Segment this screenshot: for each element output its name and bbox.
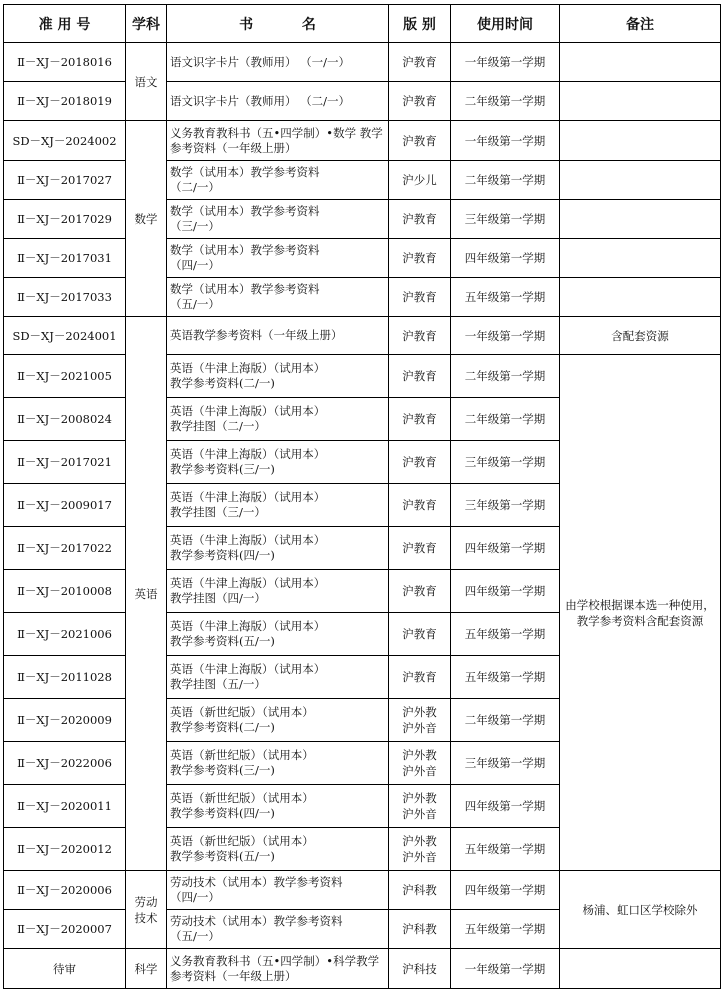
- term-cell: 一年级第一学期: [451, 43, 560, 82]
- note-cell: [560, 200, 721, 239]
- subject-cell: 数学: [126, 121, 167, 317]
- publisher-cell: 沪科教: [389, 871, 451, 910]
- term-cell: 二年级第一学期: [451, 398, 560, 441]
- publisher-cell: 沪教育: [389, 613, 451, 656]
- publisher-cell: 沪教育: [389, 656, 451, 699]
- header-row: [4, 5, 721, 43]
- term-cell: 三年级第一学期: [451, 200, 560, 239]
- publisher-cell: 沪教育: [389, 82, 451, 121]
- subject-cell: 英语: [126, 317, 167, 871]
- code-cell: Ⅱ－XJ－2020006: [4, 871, 126, 910]
- table-row: [4, 200, 721, 239]
- code-cell: Ⅱ－XJ－2021006: [4, 613, 126, 656]
- term-cell: 一年级第一学期: [451, 121, 560, 161]
- term-cell: 二年级第一学期: [451, 82, 560, 121]
- table-row: [4, 239, 721, 278]
- table-row: [4, 317, 721, 355]
- table-row: [4, 82, 721, 121]
- table-row: [4, 43, 721, 82]
- code-cell: Ⅱ－XJ－2018019: [4, 82, 126, 121]
- title-cell: 英语（牛津上海版）（试用本） 教学参考资料(五/一): [167, 613, 389, 656]
- table-row: [4, 355, 721, 398]
- table-body: [4, 43, 721, 989]
- term-cell: 一年级第一学期: [451, 317, 560, 355]
- publisher-cell: 沪教育: [389, 278, 451, 317]
- title-cell: 英语（牛津上海版）（试用本） 教学参考资料(四/一): [167, 527, 389, 570]
- note-cell: [560, 949, 721, 989]
- code-cell: Ⅱ－XJ－2018016: [4, 43, 126, 82]
- title-cell: 英语（牛津上海版）（试用本） 教学参考资料(三/一): [167, 441, 389, 484]
- header-publisher: 版 别: [389, 5, 451, 43]
- term-cell: 二年级第一学期: [451, 161, 560, 200]
- title-cell: 英语（牛津上海版）（试用本） 教学挂图（二/一）: [167, 398, 389, 441]
- term-cell: 五年级第一学期: [451, 613, 560, 656]
- term-cell: 四年级第一学期: [451, 785, 560, 828]
- subject-cell: 劳动 技术: [126, 871, 167, 949]
- publisher-cell: 沪教育: [389, 441, 451, 484]
- code-cell: Ⅱ－XJ－2020012: [4, 828, 126, 871]
- code-cell: Ⅱ－XJ－2017029: [4, 200, 126, 239]
- note-cell: [560, 121, 721, 161]
- header-note: 备注: [560, 5, 721, 43]
- code-cell: Ⅱ－XJ－2010008: [4, 570, 126, 613]
- note-cell: [560, 82, 721, 121]
- textbook-table: [3, 4, 721, 989]
- term-cell: 四年级第一学期: [451, 871, 560, 910]
- header-title: 书 名: [167, 5, 389, 43]
- code-cell: Ⅱ－XJ－2017027: [4, 161, 126, 200]
- term-cell: 三年级第一学期: [451, 484, 560, 527]
- code-cell: Ⅱ－XJ－2008024: [4, 398, 126, 441]
- term-cell: 一年级第一学期: [451, 949, 560, 989]
- term-cell: 五年级第一学期: [451, 910, 560, 949]
- title-cell: 英语（牛津上海版）（试用本） 教学参考资料(二/一): [167, 355, 389, 398]
- publisher-cell: 沪教育: [389, 239, 451, 278]
- code-cell: Ⅱ－XJ－2021005: [4, 355, 126, 398]
- code-cell: Ⅱ－XJ－2020009: [4, 699, 126, 742]
- code-cell: Ⅱ－XJ－2017021: [4, 441, 126, 484]
- title-cell: 英语（牛津上海版）（试用本） 教学挂图（五/一）: [167, 656, 389, 699]
- publisher-cell: 沪教育: [389, 484, 451, 527]
- code-cell: Ⅱ－XJ－2020007: [4, 910, 126, 949]
- publisher-cell: 沪外教 沪外音: [389, 742, 451, 785]
- title-cell: 数学（试用本）教学参考资料 （二/一）: [167, 161, 389, 200]
- publisher-cell: 沪教育: [389, 200, 451, 239]
- title-cell: 义务教育教科书（五•四学制）•科学教学参考资料（一年级上册）: [167, 949, 389, 989]
- term-cell: 五年级第一学期: [451, 656, 560, 699]
- publisher-cell: 沪少儿: [389, 161, 451, 200]
- code-cell: 待审: [4, 949, 126, 989]
- header-code: 准 用 号: [4, 5, 126, 43]
- term-cell: 二年级第一学期: [451, 699, 560, 742]
- note-cell: 由学校根据课本选一种使用，教学参考资料含配套资源: [560, 355, 721, 871]
- code-cell: Ⅱ－XJ－2022006: [4, 742, 126, 785]
- title-cell: 数学（试用本）教学参考资料 （四/一）: [167, 239, 389, 278]
- publisher-cell: 沪教育: [389, 527, 451, 570]
- table-row: [4, 871, 721, 910]
- code-cell: Ⅱ－XJ－2017031: [4, 239, 126, 278]
- title-cell: 语文识字卡片（教师用） （二/一）: [167, 82, 389, 121]
- title-cell: 数学（试用本）教学参考资料 （五/一）: [167, 278, 389, 317]
- publisher-cell: 沪教育: [389, 570, 451, 613]
- subject-cell: 科学: [126, 949, 167, 989]
- title-cell: 英语（新世纪版）（试用本） 教学参考资料(二/一): [167, 699, 389, 742]
- table-row: [4, 121, 721, 161]
- publisher-cell: 沪外教 沪外音: [389, 699, 451, 742]
- table-row: [4, 278, 721, 317]
- note-cell: [560, 278, 721, 317]
- code-cell: Ⅱ－XJ－2020011: [4, 785, 126, 828]
- publisher-cell: 沪教育: [389, 317, 451, 355]
- term-cell: 四年级第一学期: [451, 570, 560, 613]
- title-cell: 英语教学参考资料（一年级上册）: [167, 317, 389, 355]
- note-cell: 含配套资源: [560, 317, 721, 355]
- publisher-cell: 沪教育: [389, 43, 451, 82]
- code-cell: Ⅱ－XJ－2009017: [4, 484, 126, 527]
- title-cell: 英语（牛津上海版）（试用本） 教学挂图（三/一）: [167, 484, 389, 527]
- term-cell: 四年级第一学期: [451, 239, 560, 278]
- term-cell: 五年级第一学期: [451, 828, 560, 871]
- header-subject: 学科: [126, 5, 167, 43]
- title-cell: 语文识字卡片（教师用） （一/一）: [167, 43, 389, 82]
- code-cell: SD－XJ－2024001: [4, 317, 126, 355]
- subject-cell: 语文: [126, 43, 167, 121]
- publisher-cell: 沪外教 沪外音: [389, 828, 451, 871]
- note-cell: 杨浦、虹口区学校除外: [560, 871, 721, 949]
- title-cell: 劳动技术（试用本）教学参考资料 （四/一）: [167, 871, 389, 910]
- term-cell: 五年级第一学期: [451, 278, 560, 317]
- note-cell: [560, 239, 721, 278]
- title-cell: 英语（新世纪版）（试用本） 教学参考资料(三/一): [167, 742, 389, 785]
- note-cell: [560, 161, 721, 200]
- table-row: [4, 949, 721, 989]
- code-cell: Ⅱ－XJ－2017033: [4, 278, 126, 317]
- publisher-cell: 沪教育: [389, 121, 451, 161]
- header-term: 使用时间: [451, 5, 560, 43]
- publisher-cell: 沪科教: [389, 910, 451, 949]
- code-cell: Ⅱ－XJ－2017022: [4, 527, 126, 570]
- term-cell: 二年级第一学期: [451, 355, 560, 398]
- code-cell: SD－XJ－2024002: [4, 121, 126, 161]
- publisher-cell: 沪科技: [389, 949, 451, 989]
- title-cell: 劳动技术（试用本）教学参考资料 （五/一）: [167, 910, 389, 949]
- term-cell: 三年级第一学期: [451, 441, 560, 484]
- title-cell: 英语（新世纪版）（试用本） 教学参考资料(四/一): [167, 785, 389, 828]
- note-cell: [560, 43, 721, 82]
- term-cell: 四年级第一学期: [451, 527, 560, 570]
- title-cell: 英语（新世纪版）（试用本） 教学参考资料(五/一): [167, 828, 389, 871]
- code-cell: Ⅱ－XJ－2011028: [4, 656, 126, 699]
- title-cell: 义务教育教科书（五•四学制）•数学 教学参考资料（一年级上册）: [167, 121, 389, 161]
- publisher-cell: 沪教育: [389, 398, 451, 441]
- term-cell: 三年级第一学期: [451, 742, 560, 785]
- table-row: [4, 161, 721, 200]
- publisher-cell: 沪外教 沪外音: [389, 785, 451, 828]
- publisher-cell: 沪教育: [389, 355, 451, 398]
- title-cell: 英语（牛津上海版）（试用本） 教学挂图（四/一）: [167, 570, 389, 613]
- title-cell: 数学（试用本）教学参考资料 （三/一）: [167, 200, 389, 239]
